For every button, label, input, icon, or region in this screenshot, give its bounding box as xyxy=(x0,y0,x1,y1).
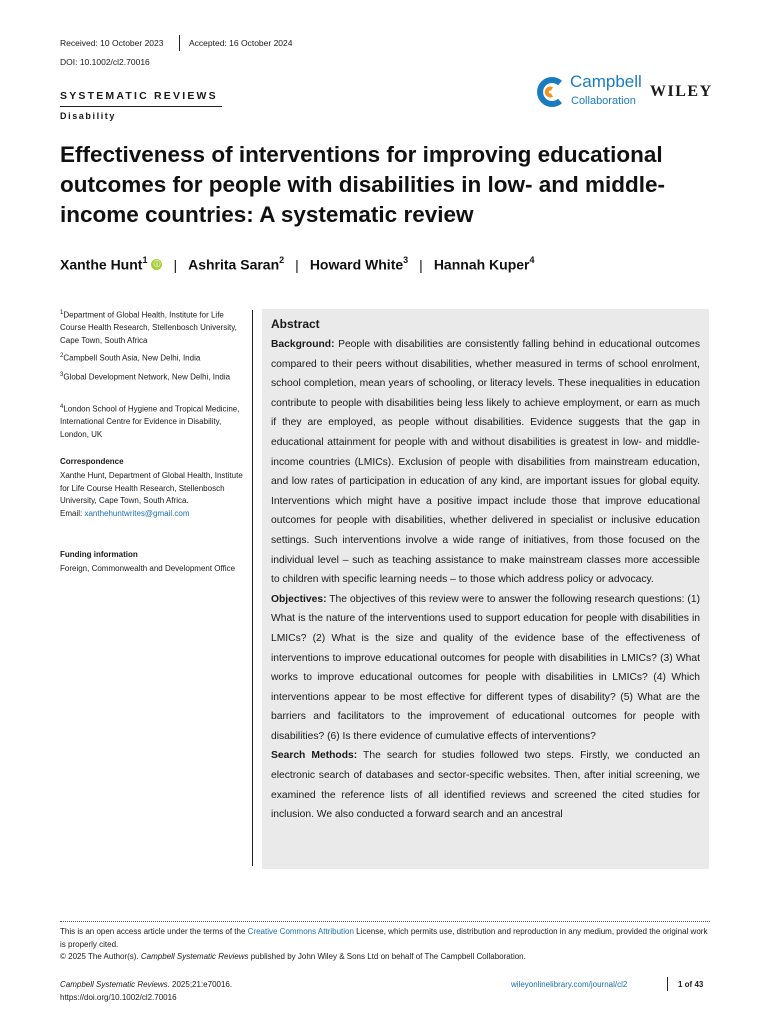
page-number: 1 of 43 xyxy=(678,980,704,989)
doi[interactable]: DOI: 10.1002/cl2.70016 xyxy=(60,57,150,67)
abstract-objectives-label: Objectives: xyxy=(271,593,327,605)
journal-citation: Campbell Systematic Reviews. 2025;21:e70016. xyxy=(60,980,233,989)
subsection-label: Disability xyxy=(60,111,117,121)
accepted-date: Accepted: 16 October 2024 xyxy=(189,38,293,48)
abstract-body xyxy=(271,335,700,825)
abstract-search-label: Search Methods: xyxy=(271,750,358,762)
journal-doi-link[interactable]: https://doi.org/10.1002/cl2.70016 xyxy=(60,993,177,1002)
abstract-box xyxy=(262,309,709,869)
abstract-heading: Abstract xyxy=(271,317,320,331)
received-date: Received: 10 October 2023 xyxy=(60,38,164,48)
column-divider xyxy=(252,310,253,866)
campbell-logo-icon xyxy=(536,76,568,108)
license-notice: This is an open access article under the terms of the Creative Commons Attribution License, which permits use, distribution and reproduction in any medium, provided the original work is properly cited. © 2025 The Author(s). Campbell Systematic Reviews published by John Wiley & Sons Ltd on behalf of The Campbell Collaboration. xyxy=(60,927,708,961)
orcid-icon[interactable]: ⓘ xyxy=(153,261,161,269)
funding-heading: Funding information xyxy=(60,550,138,559)
header-divider xyxy=(179,35,180,51)
affiliation: $^3$Global Development Network, New Delhi, India xyxy=(60,372,231,382)
correspondence-email-link[interactable]: xanthehuntwrites@gmail.com xyxy=(84,508,190,518)
author-affil-sup: 4 xyxy=(529,255,535,265)
journal-url-link[interactable]: wileyonlinelibrary.com/journal/cl2 xyxy=(511,980,628,989)
correspondence-heading: Correspondence xyxy=(60,457,124,466)
author-name[interactable]: Hannah Kuper xyxy=(433,256,530,273)
author-name[interactable]: Ashrita Saran xyxy=(188,256,280,273)
campbell-logo-sub: Collaboration xyxy=(571,95,636,107)
affiliation: $^2$Campbell South Asia, New Delhi, India xyxy=(60,353,201,363)
abstract-search-text: The search for studies followed two steps. Firstly, we conducted an electronic search of databases and sector-specific websites. Then, after initial screening, we examined the reference lists of all identified reviews and screened the cited studies for inclusion. We also conducted a forward search and an ancestral xyxy=(271,750,700,821)
author-name[interactable]: Howard White xyxy=(309,256,404,273)
author-list xyxy=(60,256,535,273)
abstract-background-label: Background: xyxy=(271,339,335,350)
section-label: SYSTEMATIC REVIEWS xyxy=(60,90,218,102)
footer-rule xyxy=(60,921,710,922)
abstract-objectives-text: The objectives of this review were to answer the following research questions: (1) What is the nature of the interventions used to support education for people with disabilities in LMICs? (2) What is the size and quality of the evidence base of the effectiveness of interventions to improve educational outcomes for people with disabilities in LMICs? (3) What works to improve educational outcomes for people with disabilities in LMICs? (4) Which interventions appear to be most effective for different types of disability? (5) What are the barriers and facilitators to the improvement of educational outcomes for people with disabilities? (6) Is there evidence of cumulative effects of interventions? xyxy=(271,593,700,742)
author-affil-sup: 1 xyxy=(142,255,148,265)
funding-text: Foreign, Commonwealth and Development Office xyxy=(60,564,236,573)
affiliation: $^1$Department of Global Health, Institute for Life Course Health Research, Stellenbosch University, Cape Town, South Africa xyxy=(60,310,237,345)
author-affil-sup: 2 xyxy=(279,255,285,265)
author-separator: | xyxy=(419,256,423,273)
author-name[interactable]: Xanthe Hunt xyxy=(60,256,143,273)
footer-divider xyxy=(667,977,668,991)
wiley-logo: WILEY xyxy=(650,83,713,100)
abstract-background-text: People with disabilities are consistently falling behind in educational outcomes compared to their peers without disabilities, whether measured in terms of school enrolment, school completion, mean years of schooling, or literacy levels. These inequalities in education contribute to people with disabilities being less likely to achieve employment, or earn as much if they are employed, as people without disabilities. Evidence suggests that the gap in educational attainment for people with and without disabilities is greatest in low- and middle-income countries (LMICs). Exclusion of people with disabilities from mainstream education, and low rates of participation in education of any kind, are important issues for global equity. Interventions which might have a positive impact include those that improve educational outcomes for people with disabilities, whether delivered in specialist or inclusive education settings. Such interventions involve a wide range of initiatives, from those focused on the individual level – such as teaching assistance to make mainstream classes more accessible to children with specific learning needs – to those which address policy or advocacy. xyxy=(271,339,700,586)
cc-license-link[interactable]: Creative Commons Attribution xyxy=(247,927,354,936)
author-separator: | xyxy=(173,256,178,273)
campbell-logo-word: Campbell xyxy=(570,72,642,91)
article-title: Effectiveness of interventions for improving educational outcomes for people with disabilities in low- and middle-income countries: A systematic review xyxy=(60,142,666,227)
affiliation: $^4$London School of Hygiene and Tropical Medicine, International Centre for Evidence in Disability, London, UK xyxy=(60,404,240,439)
section-rule xyxy=(60,106,222,107)
author-affil-sup: 3 xyxy=(403,255,409,265)
correspondence-text: Xanthe Hunt, Department of Global Health, Institute for Life Course Health Research, Stellenbosch University, Cape Town, South Africa. Email: xanthehuntwrites@gmail.com xyxy=(60,471,243,518)
author-separator: | xyxy=(295,256,299,273)
